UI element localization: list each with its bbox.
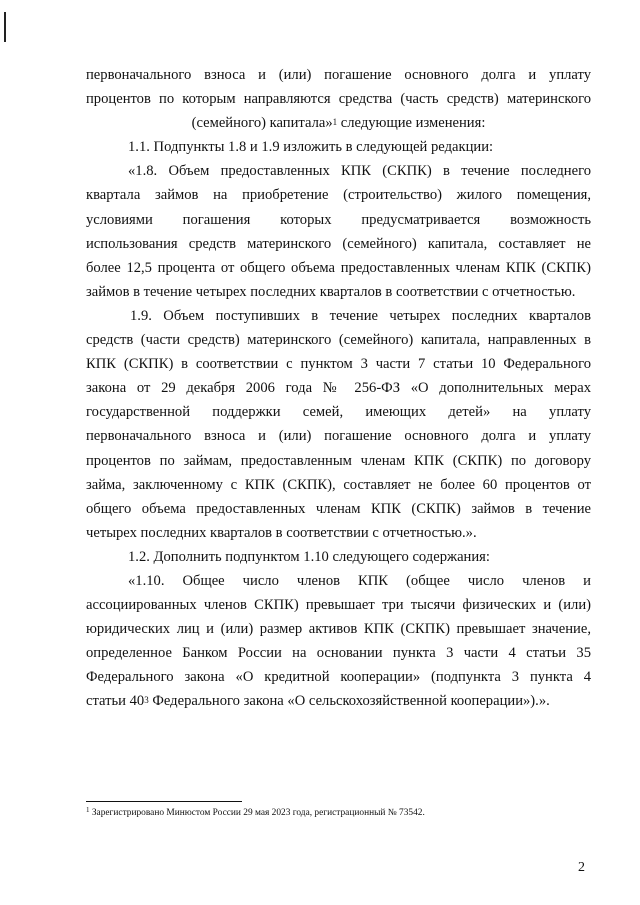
article-superscript: 3 bbox=[144, 695, 149, 706]
page-number: 2 bbox=[578, 860, 585, 875]
subsection-heading: 1.2. Дополнить подпунктом 1.10 следующего содержания: bbox=[128, 548, 490, 565]
text-line: более 12,5 процента от общего объема предоставленных членам КПК (СКПК) bbox=[86, 259, 591, 276]
text-line: процентов по займам, предоставленным членам КПК (СКПК) по договору bbox=[86, 452, 591, 469]
footnote-marker: 1 bbox=[332, 117, 338, 128]
text-line: средств (части средств) материнского (семейного) капитала, направленных в bbox=[86, 332, 591, 349]
text-line: первоначального взноса и (или) погашение основного долга и уплату bbox=[86, 428, 591, 445]
text-line: КПК (СКПК) в соответствии с пунктом 3 части 7 статьи 10 Федерального bbox=[86, 356, 591, 373]
text-line: четырех последних кварталов в соответствии с отчетностью.». bbox=[86, 524, 477, 541]
footnote bbox=[86, 808, 425, 818]
scan-edge-mark bbox=[4, 12, 6, 42]
text-line: «1.8. Объем предоставленных КПК (СКПК) в течение последнего bbox=[128, 163, 591, 180]
text-span: (семейного) капитала» bbox=[191, 115, 333, 132]
text-line: государственной поддержки семей, имеющих детей» на уплату bbox=[86, 404, 591, 421]
text-line: общего объема предоставленных членам КПК (СКПК) займов в течение bbox=[86, 500, 591, 517]
subsection-heading: 1.1. Подпункты 1.8 и 1.9 изложить в следующей редакции: bbox=[128, 139, 494, 156]
text-line: первоначального взноса и (или) погашение основного долга и уплату bbox=[86, 67, 591, 83]
text-line: юридических лиц и (или) размер активов КПК (СКПК) превышает значение, bbox=[86, 621, 591, 638]
text-line bbox=[86, 111, 591, 135]
text-line: займов в течение четырех последних кварталов в соответствии с отчетностью. bbox=[86, 283, 576, 300]
text-line: использования средств материнского (семейного) капитала, составляет не bbox=[86, 235, 591, 252]
text-line: «1.10. Общее число членов КПК (общее число членов и bbox=[128, 572, 591, 589]
document-body bbox=[86, 63, 591, 714]
text-line: ассоциированных членов СКПК) превышает три тысячи физических и (или) bbox=[86, 597, 591, 614]
footnote-divider bbox=[86, 801, 242, 802]
footnote-number: 1 bbox=[86, 806, 90, 814]
text-line: 1.9. Объем поступивших в течение четырех последних кварталов bbox=[130, 307, 591, 324]
text-line: условиями погашения которых предусматривается возможность bbox=[86, 211, 591, 228]
text-span: статьи 40 bbox=[86, 693, 145, 710]
text-line: квартала займов на приобретение (строительство) жилого помещения, bbox=[86, 187, 591, 204]
text-span: Федерального закона «О сельскохозяйственной кооперации»).». bbox=[148, 693, 550, 710]
text-line: закона от 29 декабря 2006 года № 256-ФЗ «О дополнительных мерах bbox=[86, 380, 591, 397]
text-line: процентов по которым направляются средства (часть средств) материнского bbox=[86, 91, 591, 108]
text-line bbox=[86, 689, 591, 713]
text-span: следующие изменения: bbox=[337, 115, 486, 132]
footnote-text: Зарегистрировано Минюстом России 29 мая 2023 года, регистрационный № 73542. bbox=[91, 808, 425, 818]
text-line: определенное Банком России на основании пункта 3 части 4 статьи 35 bbox=[86, 645, 591, 662]
text-line: Федерального закона «О кредитной кооперации» (подпункта 3 пункта 4 bbox=[86, 669, 591, 686]
text-line: займа, заключенному с КПК (СКПК), составляет не более 60 процентов от bbox=[86, 476, 591, 493]
